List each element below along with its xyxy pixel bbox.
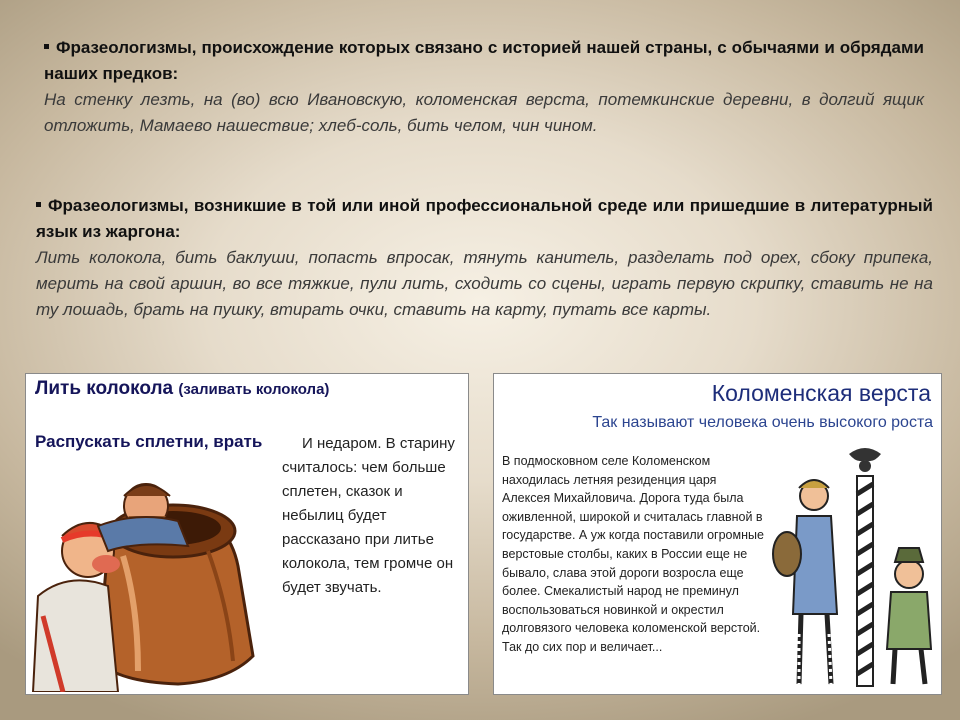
section-professional bbox=[36, 193, 933, 323]
card2-title: Коломенская верста bbox=[711, 380, 931, 406]
bell-casters-illustration bbox=[28, 456, 283, 692]
card1-meaning: Распускать сплетни, врать bbox=[35, 432, 263, 451]
milestone-post-icon bbox=[849, 448, 881, 686]
short-man-figure bbox=[887, 548, 931, 684]
section-professional-examples: Лить колокола, бить баклуши, попасть впросак, тянуть канитель, разделать под орех, сбоку припека, мерить на свой аршин, во все тяжкие, пули лить, сходить со сцены, играть первую скрипку, ставить не на ту лошадь, брать на пушку, втирать очки, ставить на карту, путать все карты. bbox=[36, 248, 933, 319]
section-historical-heading: Фразеологизмы, происхождение которых связано с историей нашей страны, с обычаями и обрядами наших предков: bbox=[44, 38, 924, 83]
card1-text: И недаром. В старину считалось: чем больше сплетен, сказок и небылиц будет рассказано при литье колокола, тем громче он будет звучать. bbox=[282, 435, 455, 596]
card2-meaning: Так называют человека очень высокого роста bbox=[592, 414, 933, 431]
card2-text: В подмосковном селе Коломенском находилась летняя резиденция царя Алексея Михайловича. Дорога туда была оживленной, широкой и считалась главной в государстве. А уж когда поставили огромные верстовые столбы, каких в России еще не бывало, слава этой дороги возросла еще более. Смекалистый народ не преминул воспользоваться новинкой и окрестил долговязого человека коломенской верстой. Так до сих пор и величает... bbox=[502, 454, 764, 654]
card-lit-kolokola bbox=[25, 373, 469, 695]
versta-illustration bbox=[769, 444, 941, 694]
card-kolomenskaya-versta bbox=[493, 373, 942, 695]
bullet-icon bbox=[36, 202, 41, 207]
section-historical-examples: На стенку лезть, на (во) всю Ивановскую, коломенская верста, потемкинские деревни, в долгий ящик отложить, Мамаево нашествие; хлеб-соль, бить челом, чин чином. bbox=[44, 90, 924, 135]
section-historical bbox=[44, 35, 924, 139]
card1-title: Лить колокола (заливать колокола) bbox=[35, 378, 330, 399]
card1-title-paren: (заливать колокола) bbox=[178, 381, 330, 398]
bullet-icon bbox=[44, 44, 49, 49]
section-professional-heading: Фразеологизмы, возникшие в той или иной профессиональной среде или пришедшие в литературный язык из жаргона: bbox=[36, 196, 933, 241]
tall-man-figure bbox=[773, 480, 837, 684]
